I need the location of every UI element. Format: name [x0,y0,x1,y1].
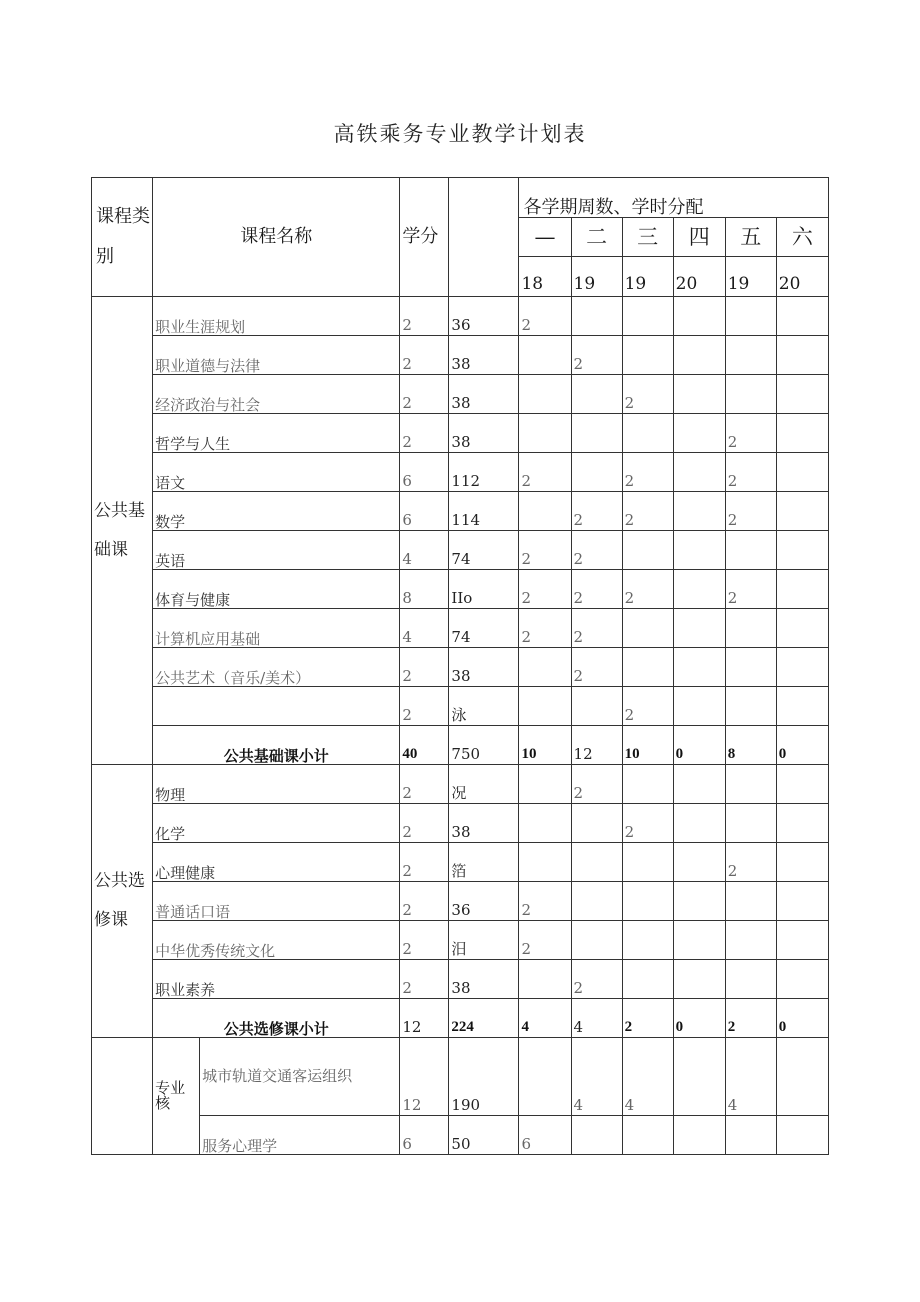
semester-cell-1 [519,1038,571,1116]
course-name: 数学 [153,492,400,531]
hours-cell: 汨 [449,921,519,960]
hours-cell: 38 [449,375,519,414]
semester-cell-5: 2 [725,492,776,531]
course-name: 心理健康 [153,843,400,882]
semester-cell-5: 2 [725,414,776,453]
semester-cell-5 [725,531,776,570]
semester-cell-6 [776,960,828,999]
hours-cell: 74 [449,609,519,648]
hours-cell: IIo [449,570,519,609]
semester-cell-4 [673,765,725,804]
semester-cell-5: 2 [725,843,776,882]
semester-cell-1 [519,336,571,375]
semester-cell-1 [519,843,571,882]
subtotal-semester-6: 0 [776,999,828,1038]
header-weeks-3: 19 [622,257,673,297]
table-row [92,336,829,375]
semester-cell-3: 2 [622,492,673,531]
credit-cell: 12 [400,1038,449,1116]
semester-cell-4 [673,882,725,921]
credit-cell: 6 [400,453,449,492]
semester-cell-5 [725,921,776,960]
table-row [92,297,829,336]
table-row [92,531,829,570]
semester-cell-6 [776,375,828,414]
header-weeks-4: 20 [673,257,725,297]
semester-cell-1 [519,804,571,843]
subtotal-credit: 40 [400,726,449,765]
credit-cell: 2 [400,414,449,453]
semester-cell-6 [776,1038,828,1116]
semester-cell-4 [673,1116,725,1155]
semester-cell-6 [776,765,828,804]
subtotal-semester-3: 2 [622,999,673,1038]
semester-cell-4 [673,609,725,648]
semester-cell-1 [519,492,571,531]
table-row [92,765,829,804]
subtotal-semester-5: 8 [725,726,776,765]
header-hours [449,178,519,297]
semester-cell-3 [622,648,673,687]
hours-cell: 况 [449,765,519,804]
semester-cell-6 [776,609,828,648]
category-cell: 公共基础课 [92,297,153,765]
semester-cell-5 [725,765,776,804]
header-credit: 学分 [400,178,449,297]
course-name: 经济政治与社会 [153,375,400,414]
semester-cell-2 [571,921,622,960]
semester-cell-4 [673,960,725,999]
subtotal-semester-5: 2 [725,999,776,1038]
course-name: 语文 [153,453,400,492]
semester-cell-3 [622,843,673,882]
subtotal-semester-3: 10 [622,726,673,765]
semester-cell-3 [622,609,673,648]
semester-cell-6 [776,648,828,687]
semester-cell-5 [725,336,776,375]
semester-cell-1: 2 [519,609,571,648]
credit-cell: 2 [400,765,449,804]
hours-cell: 38 [449,648,519,687]
subtotal-label: 公共选修课小计 [153,999,400,1038]
semester-cell-6 [776,414,828,453]
semester-cell-5 [725,687,776,726]
hours-cell: 112 [449,453,519,492]
header-semester-6: 六 [776,218,828,257]
course-name: 职业素养 [153,960,400,999]
semester-cell-6 [776,804,828,843]
credit-cell: 6 [400,492,449,531]
course-name: 中华优秀传统文化 [153,921,400,960]
table-row [92,843,829,882]
table-row [92,1116,829,1155]
semester-cell-2: 2 [571,531,622,570]
semester-cell-4 [673,414,725,453]
course-name: 城市轨道交通客运组织 [200,1038,400,1116]
semester-cell-4 [673,531,725,570]
table-row [92,687,829,726]
header-semester-5: 五 [725,218,776,257]
semester-cell-2 [571,414,622,453]
header-weeks-5: 19 [725,257,776,297]
semester-cell-6 [776,453,828,492]
table-row [92,882,829,921]
table-row [92,1038,829,1116]
hours-cell: 38 [449,336,519,375]
table-row [92,453,829,492]
credit-cell: 2 [400,960,449,999]
header-course-name: 课程名称 [153,178,400,297]
semester-cell-3 [622,336,673,375]
semester-cell-2 [571,882,622,921]
hours-cell: 36 [449,882,519,921]
subtotal-hours: 224 [449,999,519,1038]
semester-cell-4 [673,336,725,375]
semester-cell-6 [776,687,828,726]
table-row [92,570,829,609]
semester-cell-4 [673,843,725,882]
semester-cell-2 [571,297,622,336]
semester-cell-5 [725,960,776,999]
semester-cell-1: 2 [519,570,571,609]
hours-cell: 74 [449,531,519,570]
semester-cell-1: 2 [519,882,571,921]
semester-cell-1: 2 [519,921,571,960]
header-semester-group: 各学期周数、学时分配 [519,178,829,218]
semester-cell-4 [673,687,725,726]
semester-cell-1: 6 [519,1116,571,1155]
semester-cell-2 [571,375,622,414]
credit-cell: 2 [400,804,449,843]
semester-cell-1: 2 [519,531,571,570]
table-row [92,375,829,414]
subtotal-semester-6: 0 [776,726,828,765]
subtotal-semester-1: 4 [519,999,571,1038]
subtotal-hours: 750 [449,726,519,765]
hours-cell: 36 [449,297,519,336]
subtotal-semester-4: 0 [673,999,725,1038]
hours-cell: 38 [449,414,519,453]
semester-cell-3 [622,297,673,336]
subtotal-semester-4: 0 [673,726,725,765]
header-semester-1: — [519,218,571,257]
semester-cell-2: 2 [571,336,622,375]
credit-cell: 2 [400,687,449,726]
semester-cell-3 [622,1116,673,1155]
credit-cell: 6 [400,1116,449,1155]
semester-cell-4 [673,648,725,687]
semester-cell-4 [673,453,725,492]
header-weeks-2: 19 [571,257,622,297]
subtotal-credit: 12 [400,999,449,1038]
semester-cell-3 [622,921,673,960]
course-name [153,687,400,726]
credit-cell: 2 [400,297,449,336]
credit-cell: 2 [400,843,449,882]
semester-cell-6 [776,570,828,609]
semester-cell-6 [776,843,828,882]
semester-cell-3: 2 [622,453,673,492]
table-row [92,804,829,843]
credit-cell: 2 [400,336,449,375]
semester-cell-1 [519,375,571,414]
header-weeks-1: 18 [519,257,571,297]
page-title: 高铁乘务专业教学计划表 [333,122,587,146]
semester-cell-3 [622,960,673,999]
semester-cell-6 [776,882,828,921]
credit-cell: 4 [400,531,449,570]
credit-cell: 2 [400,921,449,960]
hours-cell: 泳 [449,687,519,726]
course-name: 计算机应用基础 [153,609,400,648]
credit-cell: 8 [400,570,449,609]
semester-cell-6 [776,297,828,336]
semester-cell-4 [673,1038,725,1116]
header-semester-4: 四 [673,218,725,257]
semester-cell-6 [776,336,828,375]
semester-cell-6 [776,531,828,570]
semester-cell-2: 2 [571,960,622,999]
hours-cell: 38 [449,960,519,999]
semester-cell-5 [725,882,776,921]
course-name: 职业道德与法律 [153,336,400,375]
credit-cell: 4 [400,609,449,648]
semester-cell-3: 4 [622,1038,673,1116]
semester-cell-3: 2 [622,687,673,726]
semester-cell-5 [725,609,776,648]
course-name: 化学 [153,804,400,843]
subtotal-semester-2: 12 [571,726,622,765]
table-row [92,414,829,453]
credit-cell: 2 [400,882,449,921]
teaching-plan-table [91,177,829,1155]
header-semester-2: 二 [571,218,622,257]
semester-cell-4 [673,921,725,960]
semester-cell-2 [571,843,622,882]
semester-cell-3 [622,414,673,453]
semester-cell-2: 2 [571,570,622,609]
subcategory-cell: 专业核 [153,1038,200,1155]
course-name: 哲学与人生 [153,414,400,453]
course-name: 物理 [153,765,400,804]
semester-cell-6 [776,921,828,960]
semester-cell-4 [673,297,725,336]
semester-cell-5: 4 [725,1038,776,1116]
semester-cell-3 [622,531,673,570]
subtotal-semester-2: 4 [571,999,622,1038]
semester-cell-2 [571,687,622,726]
semester-cell-4 [673,570,725,609]
table-row [92,648,829,687]
table-row [92,960,829,999]
category-cell: 公共选修课 [92,765,153,1038]
semester-cell-3 [622,765,673,804]
table-row [92,921,829,960]
semester-cell-1 [519,648,571,687]
category-cell [92,1038,153,1155]
course-name: 公共艺术（音乐/美术） [153,648,400,687]
semester-cell-3: 2 [622,375,673,414]
semester-cell-5 [725,297,776,336]
semester-cell-2: 2 [571,765,622,804]
semester-cell-1 [519,765,571,804]
subtotal-row [92,726,829,765]
hours-cell: 114 [449,492,519,531]
semester-cell-5 [725,1116,776,1155]
credit-cell: 2 [400,375,449,414]
hours-cell: 50 [449,1116,519,1155]
semester-cell-4 [673,492,725,531]
credit-cell: 2 [400,648,449,687]
semester-cell-2 [571,453,622,492]
semester-cell-2: 2 [571,648,622,687]
header-semester-3: 三 [622,218,673,257]
header-category: 课程类别 [92,178,153,297]
semester-cell-1: 2 [519,297,571,336]
subtotal-semester-1: 10 [519,726,571,765]
semester-cell-4 [673,375,725,414]
course-name: 体育与健康 [153,570,400,609]
course-name: 服务心理学 [200,1116,400,1155]
semester-cell-2 [571,1116,622,1155]
semester-cell-5 [725,375,776,414]
course-name: 英语 [153,531,400,570]
semester-cell-4 [673,804,725,843]
semester-cell-5 [725,648,776,687]
course-name: 普通话口语 [153,882,400,921]
hours-cell: 38 [449,804,519,843]
semester-cell-5: 2 [725,453,776,492]
semester-cell-6 [776,492,828,531]
semester-cell-1 [519,414,571,453]
semester-cell-3 [622,882,673,921]
semester-cell-2: 2 [571,492,622,531]
semester-cell-3: 2 [622,804,673,843]
table-row [92,609,829,648]
subtotal-row [92,999,829,1038]
semester-cell-2 [571,804,622,843]
hours-cell: 箔 [449,843,519,882]
semester-cell-1 [519,960,571,999]
semester-cell-3: 2 [622,570,673,609]
hours-cell: 190 [449,1038,519,1116]
semester-cell-5: 2 [725,570,776,609]
semester-cell-1: 2 [519,453,571,492]
semester-cell-2: 2 [571,609,622,648]
subtotal-label: 公共基础课小计 [153,726,400,765]
semester-cell-2: 4 [571,1038,622,1116]
semester-cell-5 [725,804,776,843]
header-weeks-6: 20 [776,257,828,297]
course-name: 职业生涯规划 [153,297,400,336]
table-row [92,492,829,531]
semester-cell-6 [776,1116,828,1155]
semester-cell-1 [519,687,571,726]
